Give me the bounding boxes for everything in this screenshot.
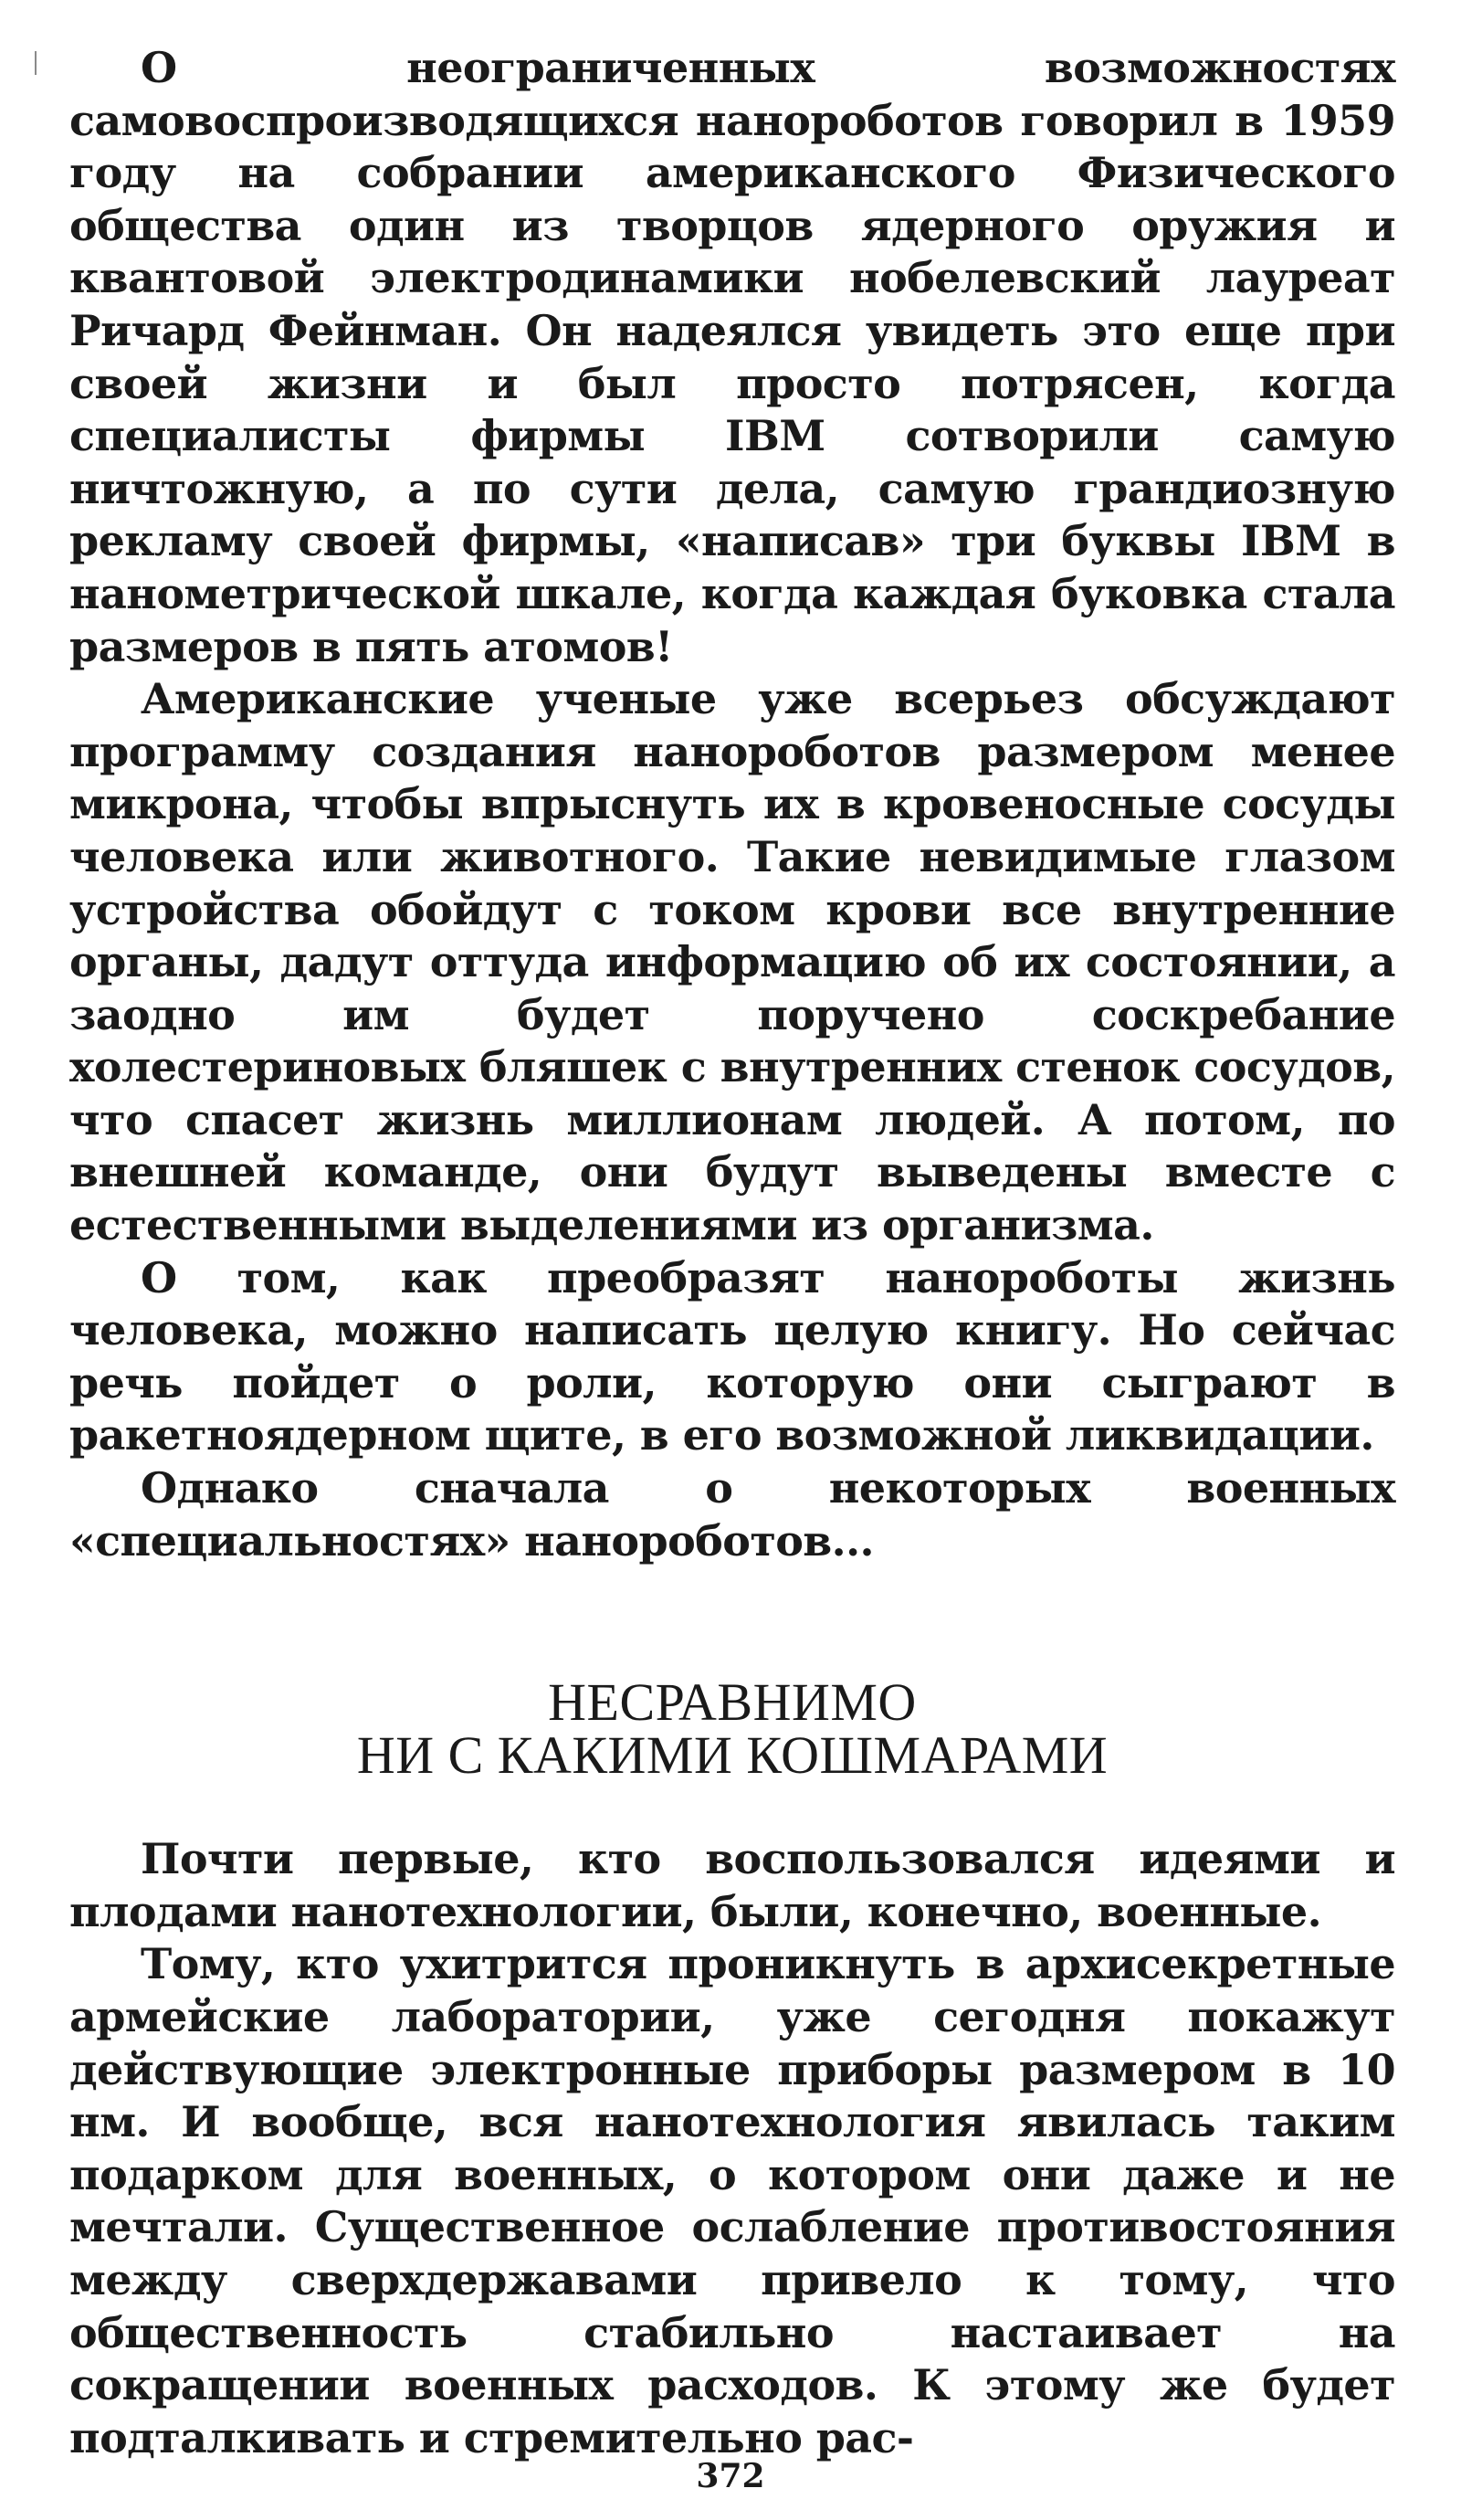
paragraph-secret-labs: Тому, кто ухитрится проникнуть в архисекретные армейские лаборатории, уже сегодня покажут действующие электронные приборы размером в 10 нм. И вообще, вся нанотехнология явилась таким подарком для военных, о котором они даже и не мечтали. Существенное ослабление противостояния между сверхдержавами привело к тому, что общественность стабильно настаивает на сокращении военных расходов. К этому же будет подталкивать и стремительно рас- [69,1939,1395,2462]
section-heading-line2: НИ С КАКИМИ КОШМАРАМИ [356,1725,1109,1786]
heading-gap [69,1782,1395,1833]
paragraph-feynman: О неограниченных возможностях самовоспроизводящихся нанороботов говорил в 1959 году на собрании американского Физического общества один из творцов ядерного оружия и квантовой электродинамики нобелевский лауреат Ричард Фейнман. Он надеялся увидеть это еще при своей жизни и был просто потрясен, когда специалисты фирмы IBM сотворили самую ничтожную, а по сути дела, самую грандиозную рекламу своей фирмы, «написав» три буквы IBM в нанометрической шкале, когда каждая буковка стала размеров в пять атомов! [69,43,1395,671]
section-gap [69,1567,1395,1676]
paragraph-book-topic: О том, как преобразят нанороботы жизнь человека, можно написать целую книгу. Но сейчас речь пойдет о роли, которую они сыграют в ракетноядерном щите, в его возможной ликвидации. [69,1252,1395,1460]
page-number: 372 [696,2457,765,2495]
paragraph-nanorobots-medicine: Американские ученые уже всерьез обсуждают программу создания нанороботов размером менее микрона, чтобы впрыснуть их в кровеносные сосуды человека или животного. Такие невидимые глазом устройства обойдут с током крови все внутренние органы, дадут оттуда информацию об их состоянии, а заодно им будет поручено соскребание холестериновых бляшек с внутренних стенок сосудов, что спасет жизнь миллионам людей. А потом, по внешней команде, они будут выведены вместе с естественными выделениями из организма. [69,674,1395,1250]
text-column [69,42,1395,2464]
paragraph-military-first: Почти первые, кто воспользовался идеями и плодами нанотехнологии, были, конечно, военные. [69,1834,1395,1936]
section-heading [69,1672,1395,1786]
scan-mark [35,51,37,75]
paragraph-military-specialties: Однако сначала о некоторых военных «специальностях» нанороботов... [69,1463,1395,1566]
section-heading-line1: НЕСРАВНИМО [548,1672,917,1733]
